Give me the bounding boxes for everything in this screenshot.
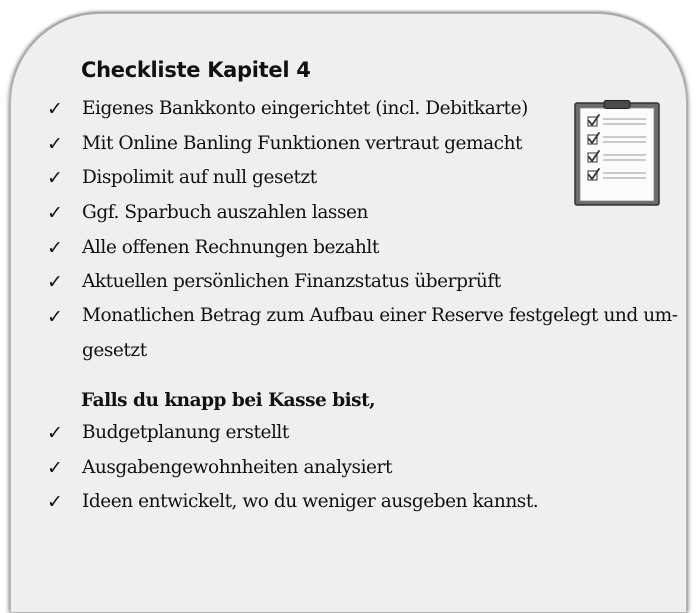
checkmark-icon: ✓ <box>47 98 63 120</box>
list-item-text: Mit Online Banling Funktionen vertraut gemacht <box>82 132 523 154</box>
checkmark-icon: ✓ <box>47 132 63 155</box>
sub-heading: Falls du knapp bei Kasse bist, <box>81 390 376 411</box>
list-item-text: Alle offenen Rechnungen bezahlt <box>82 236 379 258</box>
checkmark-icon: ✓ <box>47 167 63 190</box>
list-item-text: Monatlichen Betrag zum Aufbau einer Reserve festgelegt und umgesetzt <box>82 305 679 361</box>
checkmark-icon: ✓ <box>47 456 63 479</box>
clipboard-checklist-icon <box>574 100 660 206</box>
list-item-text: Budgetplanung erstellt <box>82 422 289 443</box>
list-item-text: Ideen entwickelt, wo du weniger ausgeben kannst. <box>82 491 539 513</box>
page-title: Checkliste Kapitel 4 <box>81 58 311 82</box>
checkmark-icon: ✓ <box>47 202 63 225</box>
checkmark-icon: ✓ <box>47 491 63 514</box>
checkmark-icon: ✓ <box>47 306 63 329</box>
list-item-text: Eigenes Bankkonto eingerichtet (incl. Debitkarte) <box>82 98 528 119</box>
checkmark-icon: ✓ <box>47 422 63 444</box>
list-item-text: Aktuellen persönlichen Finanzstatus überprüft <box>82 271 501 293</box>
list-item-text: Dispolimit auf null gesetzt <box>82 167 317 189</box>
list-item-text: Ausgabengewohnheiten analysiert <box>82 456 392 478</box>
checkmark-icon: ✓ <box>47 236 63 259</box>
list-item-text: Ggf. Sparbuch auszahlen lassen <box>82 202 368 224</box>
checkmark-icon: ✓ <box>47 271 63 294</box>
